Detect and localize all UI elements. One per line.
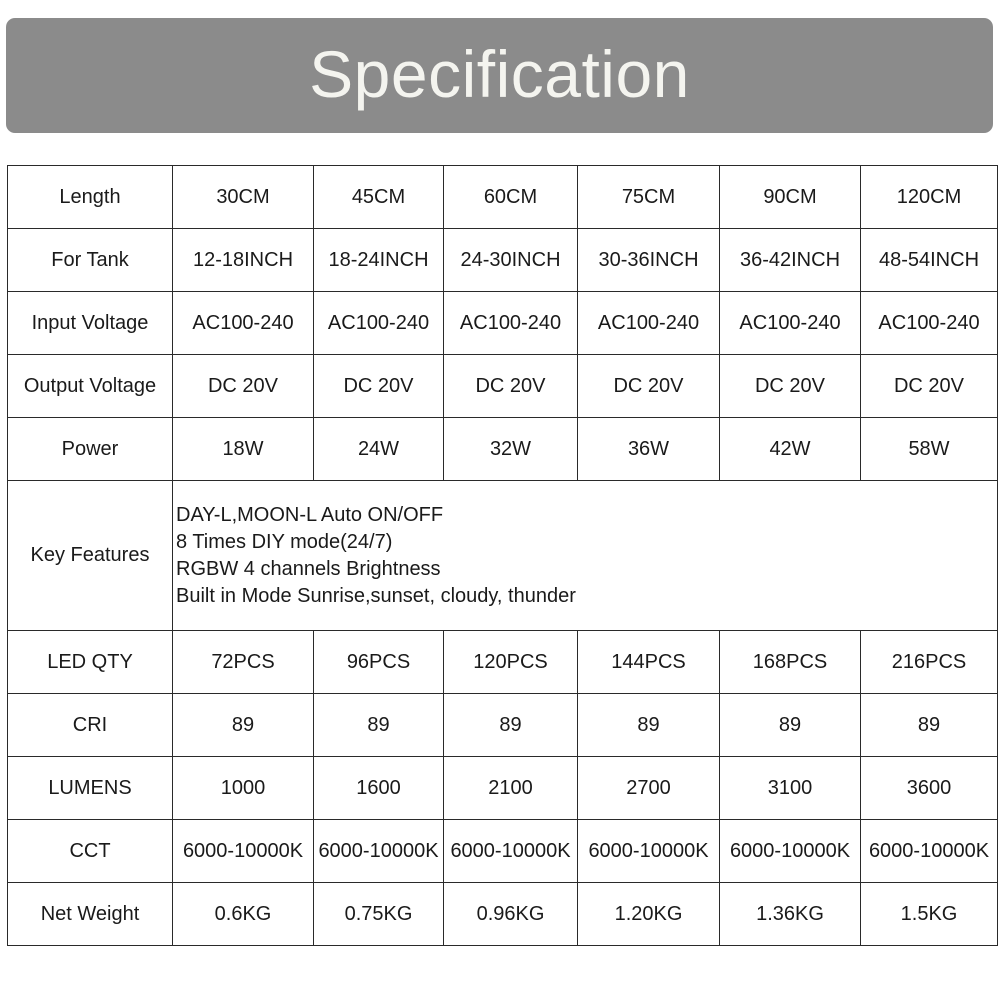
table-cell: 0.75KG — [314, 883, 444, 946]
table-cell: AC100-240 — [861, 292, 998, 355]
row-led-qty — [8, 631, 998, 694]
table-cell: 90CM — [720, 166, 861, 229]
table-cell: 0.6KG — [173, 883, 314, 946]
table-cell: 45CM — [314, 166, 444, 229]
row-label: Key Features — [8, 481, 173, 631]
table-cell: 120CM — [861, 166, 998, 229]
key-features-cell — [173, 481, 998, 631]
feature-line: DAY-L,MOON-L Auto ON/OFF — [176, 503, 444, 526]
table-cell: 144PCS — [578, 631, 720, 694]
table-cell: 89 — [861, 694, 998, 757]
table-cell: 1600 — [314, 757, 444, 820]
table-cell: 3100 — [720, 757, 861, 820]
page-title: Specification — [309, 36, 690, 111]
row-label: Length — [8, 166, 173, 229]
table-cell: 24W — [314, 418, 444, 481]
table-cell: 72PCS — [173, 631, 314, 694]
row-for-tank — [8, 229, 998, 292]
table-cell: 1.20KG — [578, 883, 720, 946]
table-cell: 168PCS — [720, 631, 861, 694]
row-cct — [8, 820, 998, 883]
table-cell: 30-36INCH — [578, 229, 720, 292]
table-cell: 89 — [720, 694, 861, 757]
table-cell: 1.5KG — [861, 883, 998, 946]
feature-line: 8 Times DIY mode(24/7) — [176, 530, 393, 553]
row-label: Input Voltage — [8, 292, 173, 355]
table-cell: 12-18INCH — [173, 229, 314, 292]
table-cell: 58W — [861, 418, 998, 481]
table-cell: 6000-10000K — [173, 820, 314, 883]
table-cell: 6000-10000K — [444, 820, 578, 883]
table-cell: 6000-10000K — [578, 820, 720, 883]
row-lumens — [8, 757, 998, 820]
table-cell: 60CM — [444, 166, 578, 229]
table-cell: 0.96KG — [444, 883, 578, 946]
row-input-voltage — [8, 292, 998, 355]
table-cell: AC100-240 — [173, 292, 314, 355]
table-cell: DC 20V — [861, 355, 998, 418]
row-label: LUMENS — [8, 757, 173, 820]
table-cell: DC 20V — [444, 355, 578, 418]
table-cell: 36W — [578, 418, 720, 481]
row-output-voltage — [8, 355, 998, 418]
table-cell: 120PCS — [444, 631, 578, 694]
table-cell: 89 — [578, 694, 720, 757]
table-cell: 216PCS — [861, 631, 998, 694]
table-cell: 1000 — [173, 757, 314, 820]
table-cell: DC 20V — [314, 355, 444, 418]
table-cell: 6000-10000K — [314, 820, 444, 883]
feature-line: RGBW 4 channels Brightness — [176, 557, 441, 580]
table-cell: 18W — [173, 418, 314, 481]
row-key-features — [8, 481, 998, 631]
feature-line: Built in Mode Sunrise,sunset, cloudy, thunder — [176, 584, 576, 607]
table-cell: AC100-240 — [314, 292, 444, 355]
table-cell: 89 — [314, 694, 444, 757]
table-cell: 1.36KG — [720, 883, 861, 946]
table-cell: DC 20V — [173, 355, 314, 418]
row-length — [8, 166, 998, 229]
row-label: Power — [8, 418, 173, 481]
table-cell: 32W — [444, 418, 578, 481]
table-cell: 6000-10000K — [720, 820, 861, 883]
table-cell: 3600 — [861, 757, 998, 820]
table-cell: DC 20V — [720, 355, 861, 418]
table-cell: 24-30INCH — [444, 229, 578, 292]
row-power — [8, 418, 998, 481]
table-cell: 30CM — [173, 166, 314, 229]
table-cell: 6000-10000K — [861, 820, 998, 883]
row-cri — [8, 694, 998, 757]
table-cell: AC100-240 — [444, 292, 578, 355]
table-cell: 42W — [720, 418, 861, 481]
row-label: Net Weight — [8, 883, 173, 946]
row-label: CCT — [8, 820, 173, 883]
table-cell: DC 20V — [578, 355, 720, 418]
row-label: LED QTY — [8, 631, 173, 694]
row-label: For Tank — [8, 229, 173, 292]
row-label: CRI — [8, 694, 173, 757]
row-label: Output Voltage — [8, 355, 173, 418]
row-net-weight — [8, 883, 998, 946]
table-cell: 75CM — [578, 166, 720, 229]
table-cell: AC100-240 — [720, 292, 861, 355]
title-banner — [6, 18, 993, 133]
table-cell: 18-24INCH — [314, 229, 444, 292]
table-cell: 96PCS — [314, 631, 444, 694]
specification-table — [7, 165, 998, 946]
table-cell: 2700 — [578, 757, 720, 820]
table-cell: 36-42INCH — [720, 229, 861, 292]
table-cell: 89 — [173, 694, 314, 757]
table-cell: AC100-240 — [578, 292, 720, 355]
table-cell: 48-54INCH — [861, 229, 998, 292]
table-cell: 89 — [444, 694, 578, 757]
table-cell: 2100 — [444, 757, 578, 820]
